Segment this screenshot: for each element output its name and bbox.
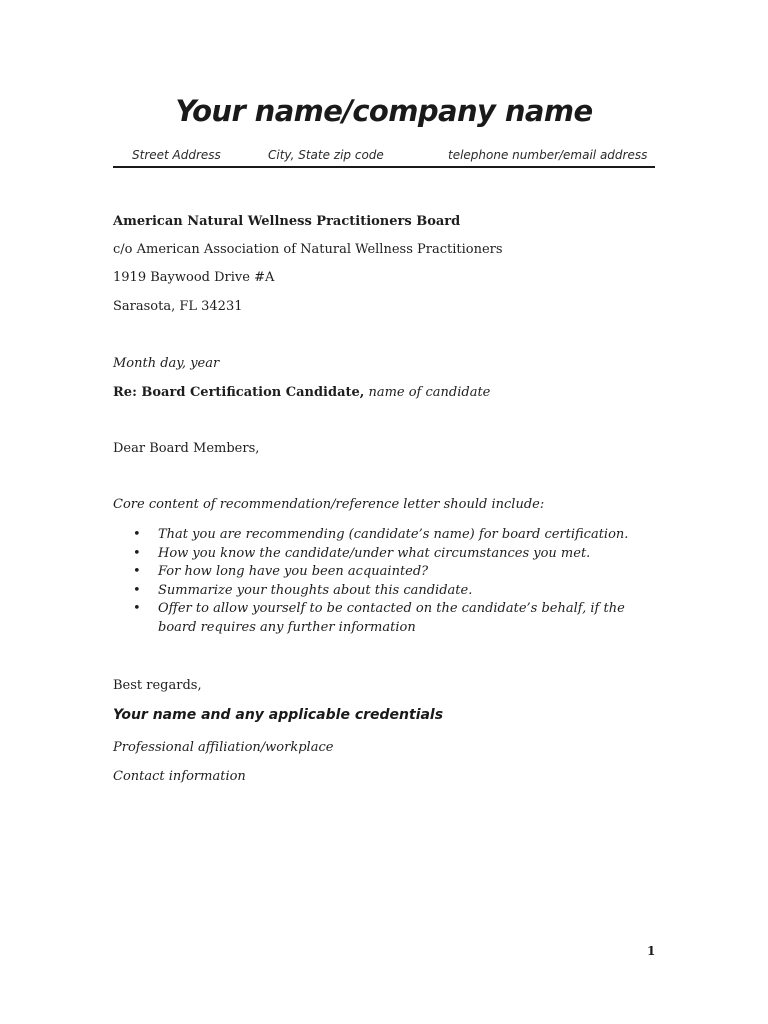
list-item: • How you know the candidate/under what circumstances you met. (113, 545, 638, 564)
recipient-care-of: c/o American Association of Natural Wellness Practitioners (113, 242, 503, 257)
closing: Best regards, (113, 678, 202, 693)
page-number: 1 (647, 944, 656, 958)
list-item: • For how long have you been acquainted? (113, 563, 638, 582)
bullet-icon: • (133, 582, 141, 598)
letterhead-divider (113, 166, 655, 168)
subject-value: name of candidate (368, 385, 491, 400)
bullet-icon: • (133, 601, 141, 616)
signature-name: Your name and any applicable credentials (113, 707, 444, 723)
subject-label: Re: Board Certification Candidate, (113, 385, 365, 400)
list-item: • Summarize your thoughts about this candidate. (113, 582, 638, 601)
recipient-city: Sarasota, FL 34231 (113, 299, 243, 314)
signature-contact: Contact information (113, 769, 246, 784)
letter-date: Month day, year (113, 356, 220, 371)
recipient-org: American Natural Wellness Practitioners Board (113, 214, 461, 229)
subject-line (113, 385, 490, 400)
content-bullet-list (113, 526, 673, 637)
recipient-street: 1919 Baywood Drive #A (113, 270, 275, 285)
signature-affiliation: Professional affiliation/workplace (113, 740, 334, 755)
letterhead-title: Your name/company name (175, 94, 593, 128)
list-item: • Offer to allow yourself to be contacted on the candidate’s behalf, if the board requires any further information (133, 601, 625, 635)
bullet-icon: • (133, 564, 141, 579)
list-item: • That you are recommending (candidate’s name) for board certification. (113, 526, 638, 545)
bullet-icon: • (133, 545, 141, 561)
letterhead-contact: telephone number/email address (448, 148, 648, 162)
body-intro: Core content of recommendation/reference letter should include: (113, 497, 545, 512)
salutation: Dear Board Members, (113, 441, 260, 456)
letterhead-street: Street Address (132, 148, 221, 162)
bullet-icon: • (133, 527, 141, 542)
letterhead-city: City, State zip code (268, 148, 384, 162)
